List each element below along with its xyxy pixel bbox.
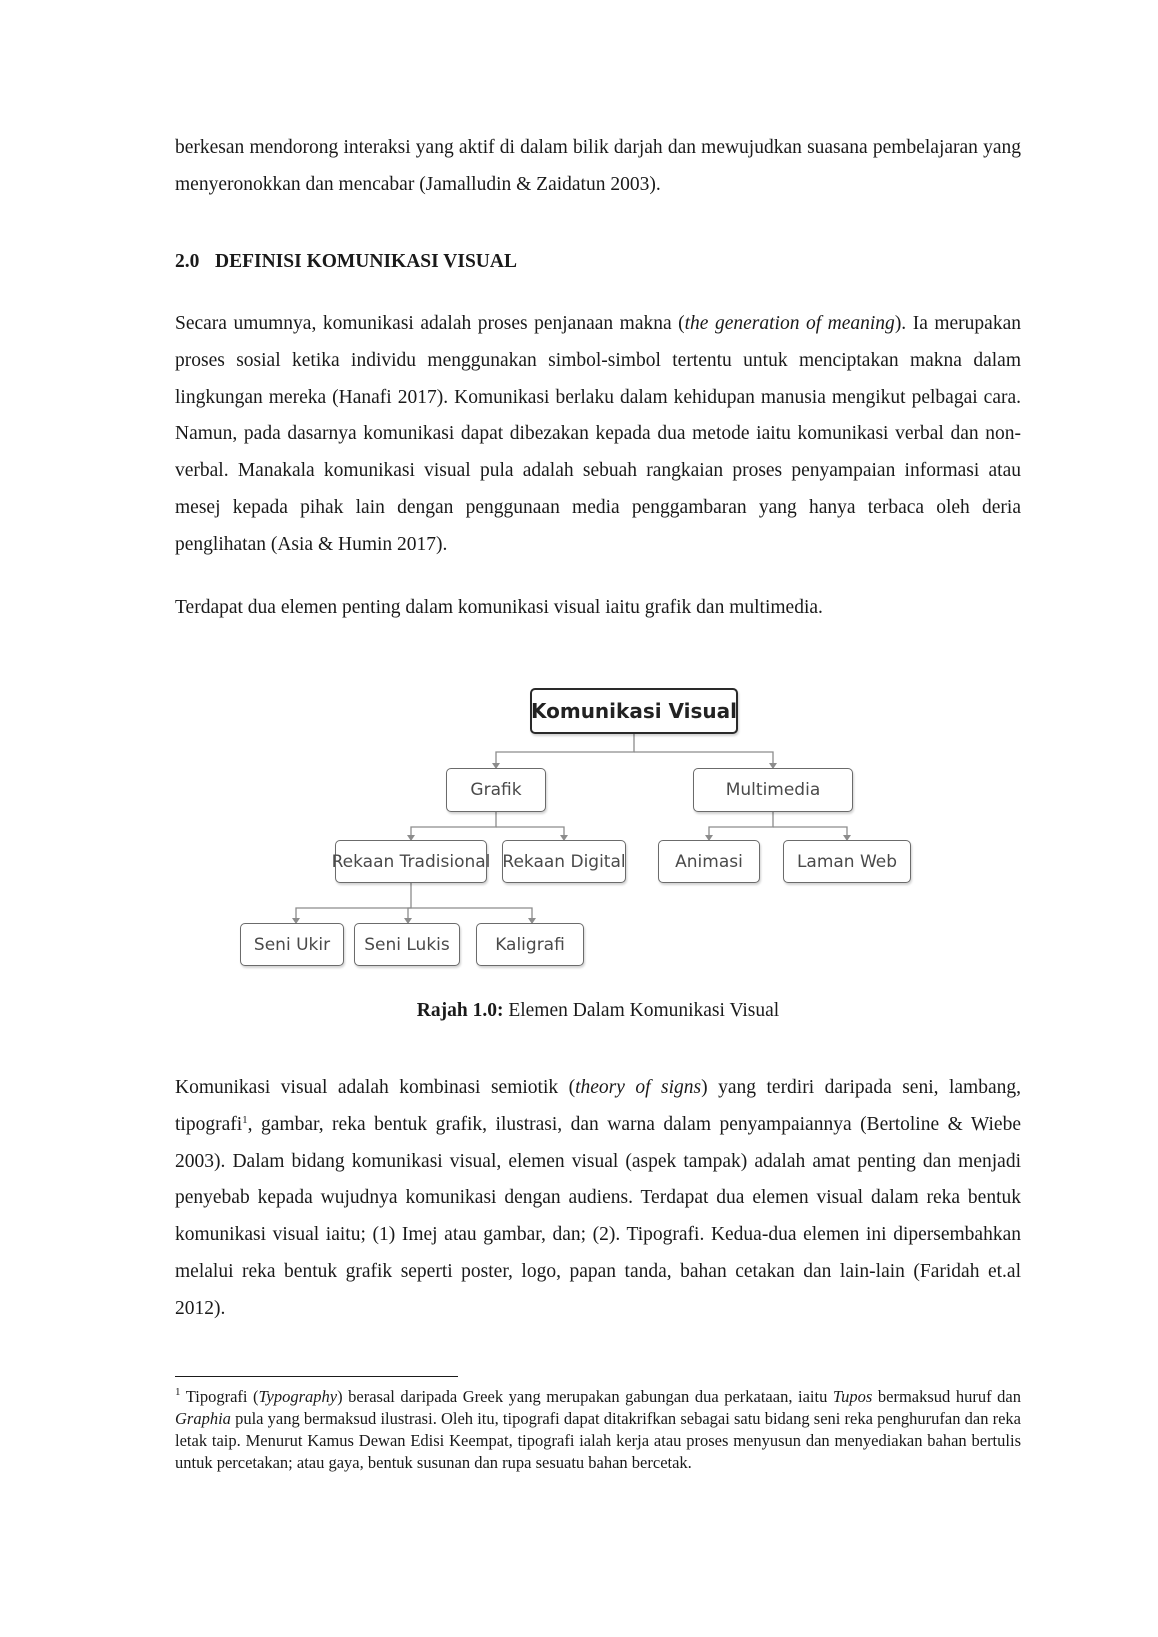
- node-rekaan-digital: Rekaan Digital: [502, 840, 626, 883]
- semiotik-italic-term: theory of signs: [575, 1077, 702, 1098]
- node-grafik: Grafik: [446, 768, 546, 812]
- semiotik-text-1: Komunikasi visual adalah kombinasi semiotik (: [175, 1077, 576, 1098]
- node-animasi: Animasi: [658, 840, 760, 883]
- definition-text-start: Secara umumnya, komunikasi adalah proses penjanaan makna (: [175, 313, 685, 334]
- connector-multimedia-lamanweb: [773, 827, 847, 840]
- connector-tradisional-ukir: [296, 883, 411, 923]
- footnote-italic-1: Typography: [258, 1387, 338, 1406]
- connector-tradisional-kaligrafi: [411, 908, 532, 923]
- figure-caption: [175, 1000, 1021, 1022]
- footnote-text-1: Tipografi (: [180, 1387, 259, 1406]
- connector-grafik-digital: [496, 827, 564, 840]
- section-title: DEFINISI KOMUNIKASI VISUAL: [215, 251, 517, 272]
- section-number: 2.0: [175, 251, 200, 272]
- intro-paragraph: berkesan mendorong interaksi yang aktif di dalam bilik darjah dan mewujudkan suasana pembelajaran yang menyeronokkan dan mencabar (Jamalludin & Zaidatun 2003).: [175, 137, 1021, 195]
- node-rekaan-tradisional: Rekaan Tradisional: [335, 840, 487, 883]
- semiotik-paragraph: [175, 1070, 1021, 1328]
- node-seni-ukir: Seni Ukir: [240, 923, 344, 966]
- definition-text-end: ). Ia merupakan proses sosial ketika individu menggunakan simbol-simbol tertentu untuk menciptakan makna dalam lingkungan mereka (Hanafi 2017). Komunikasi berlaku dalam kehidupan manusia mengikut pelbagai cara. Namun, pada dasarnya komunikasi dapat dibezakan kepada dua metode iaitu komunikasi verbal dan non-verbal. Manakala komunikasi visual pula adalah sebuah rangkaian proses penyampaian informasi atau mesej kepada pihak lain dengan penggunaan media penggambaran yang hanya terbaca oleh deria penglihatan (Asia & Humin 2017).: [175, 313, 1021, 555]
- footnote-reference[interactable]: 1: [242, 1113, 248, 1126]
- caption-label: Rajah 1.0:: [416, 1000, 504, 1021]
- footnote: [175, 1386, 1021, 1474]
- caption-text: Elemen Dalam Komunikasi Visual: [503, 1000, 780, 1021]
- elements-paragraph: Terdapat dua elemen penting dalam komunikasi visual iaitu grafik dan multimedia.: [175, 597, 823, 618]
- footnote-divider: [175, 1376, 458, 1377]
- footnote-marker: 1: [175, 1386, 181, 1398]
- footnote-italic-2: Tupos: [832, 1387, 873, 1406]
- node-seni-lukis: Seni Lukis: [354, 923, 460, 966]
- semiotik-text-2: ) yang terdiri daripada seni, lambang, tipografi: [175, 1077, 1022, 1135]
- footnote-text-2: ) berasal daripada Greek yang merupakan gabungan dua perkataan, iaitu: [337, 1387, 833, 1406]
- connector-grafik-tradisional: [411, 812, 496, 840]
- node-laman-web: Laman Web: [783, 840, 911, 883]
- footnote-text-3: bermaksud huruf dan: [872, 1387, 1021, 1406]
- definition-italic-term: the generation of meaning: [684, 313, 895, 334]
- node-komunikasi-visual: Komunikasi Visual: [530, 688, 738, 734]
- node-multimedia: Multimedia: [693, 768, 853, 812]
- hierarchy-diagram: [240, 688, 960, 988]
- node-kaligrafi: Kaligrafi: [476, 923, 584, 966]
- footnote-text-4: pula yang bermaksud ilustrasi. Oleh itu, tipografi dapat ditakrifkan sebagai satu bidang seni reka penghurufan dan reka letak taip. Menurut Kamus Dewan Edisi Keempat, tipografi ialah kerja atau proses menyusun dan menyediakan bahan bertulis untuk percetakan; atau gaya, bentuk susunan dan rupa sesuatu bahan bercetak.: [175, 1409, 1021, 1472]
- connector-root-multimedia: [634, 752, 773, 768]
- footnote-italic-3: Graphia: [175, 1409, 231, 1428]
- semiotik-text-3: , gambar, reka bentuk grafik, ilustrasi, dan warna dalam penyampaiannya (Bertoline & Wiebe 2003). Dalam bidang komunikasi visual, elemen visual (aspek tampak) adalah amat penting dan menjadi penyebab kepada wujudnya komunikasi dengan audiens. Terdapat dua elemen visual dalam reka bentuk komunikasi visual iaitu; (1) Imej atau gambar, dan; (2). Tipografi. Kedua-dua elemen ini dipersembahkan melalui reka bentuk grafik seperti poster, logo, papan tanda, bahan cetakan dan lain-lain (Faridah et.al 2012).: [175, 1113, 1021, 1319]
- connector-root-grafik: [496, 733, 634, 768]
- section-heading: [175, 248, 517, 276]
- definition-paragraph: [175, 306, 1021, 564]
- connector-multimedia-animasi: [709, 812, 773, 840]
